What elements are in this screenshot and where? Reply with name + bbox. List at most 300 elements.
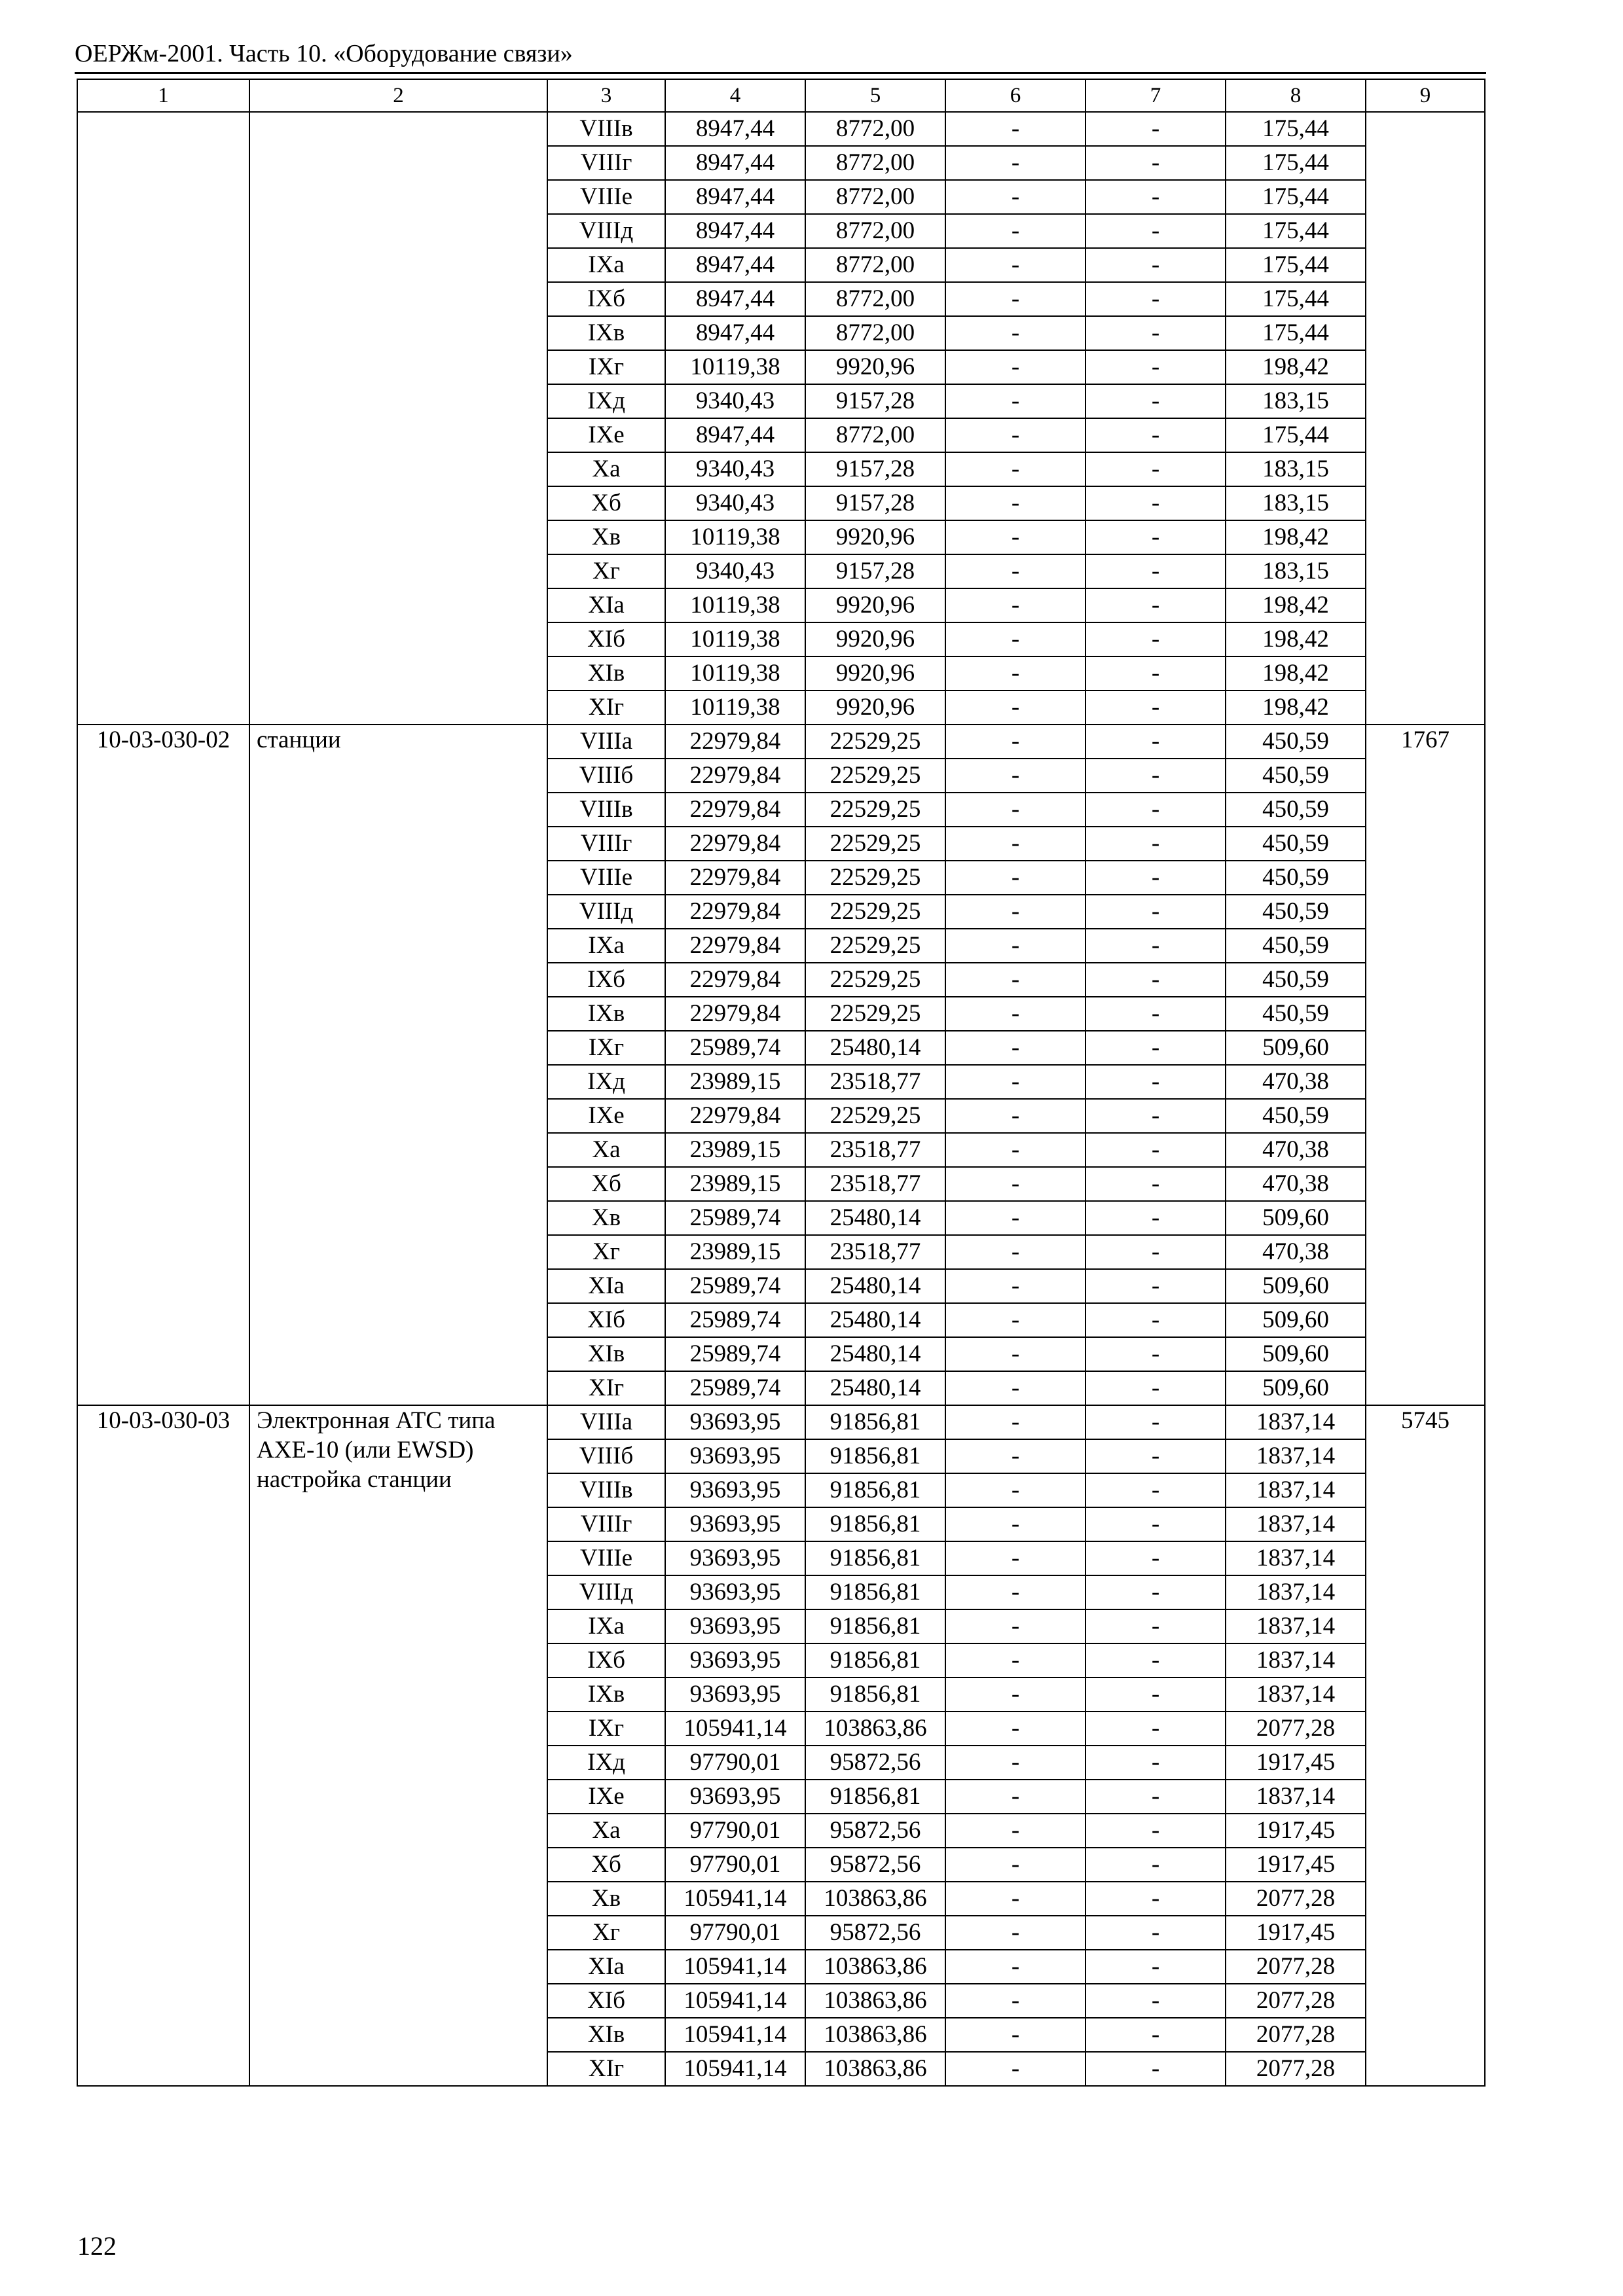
machine-cost-cell: - [945, 248, 1085, 282]
machine-cost-cell: - [945, 1814, 1085, 1848]
materials-cost-cell: 450,59 [1226, 1099, 1366, 1133]
machine-cost-cell: - [945, 1848, 1085, 1882]
materials-cost-cell: 1917,45 [1226, 1916, 1366, 1950]
total-cost-cell: 10119,38 [665, 691, 805, 725]
driver-wages-cell: - [1085, 248, 1226, 282]
machine-cost-cell: - [945, 1780, 1085, 1814]
driver-wages-cell: - [1085, 1814, 1226, 1848]
driver-wages-cell: - [1085, 282, 1226, 316]
wages-cell: 95872,56 [805, 1746, 945, 1780]
wages-cell: 23518,77 [805, 1167, 945, 1201]
machine-cost-cell: - [945, 861, 1085, 895]
wages-cell: 8772,00 [805, 112, 945, 146]
machine-cost-cell: - [945, 1916, 1085, 1950]
driver-wages-cell: - [1085, 1541, 1226, 1575]
wages-cell: 8772,00 [805, 418, 945, 452]
machine-cost-cell: - [945, 1167, 1085, 1201]
wages-cell: 8772,00 [805, 282, 945, 316]
labor-cost-cell [1366, 112, 1485, 725]
total-cost-cell: 10119,38 [665, 520, 805, 554]
resource-class-cell: XIа [547, 1269, 665, 1303]
total-cost-cell: 9340,43 [665, 554, 805, 588]
resource-class-cell: IXг [547, 350, 665, 384]
machine-cost-cell: - [945, 1201, 1085, 1235]
materials-cost-cell: 450,59 [1226, 827, 1366, 861]
machine-cost-cell: - [945, 384, 1085, 418]
driver-wages-cell: - [1085, 827, 1226, 861]
wages-cell: 25480,14 [805, 1337, 945, 1371]
wages-cell: 22529,25 [805, 861, 945, 895]
wages-cell: 91856,81 [805, 1405, 945, 1439]
rate-code-cell [77, 112, 249, 725]
machine-cost-cell: - [945, 1541, 1085, 1575]
column-number-cell: 7 [1085, 79, 1226, 112]
machine-cost-cell: - [945, 622, 1085, 656]
wages-cell: 22529,25 [805, 929, 945, 963]
machine-cost-cell: - [945, 588, 1085, 622]
total-cost-cell: 9340,43 [665, 384, 805, 418]
machine-cost-cell: - [945, 350, 1085, 384]
materials-cost-cell: 1917,45 [1226, 1848, 1366, 1882]
driver-wages-cell: - [1085, 997, 1226, 1031]
materials-cost-cell: 198,42 [1226, 656, 1366, 691]
wages-cell: 103863,86 [805, 1950, 945, 1984]
driver-wages-cell: - [1085, 180, 1226, 214]
machine-cost-cell: - [945, 1303, 1085, 1337]
materials-cost-cell: 450,59 [1226, 997, 1366, 1031]
resource-class-cell: IXв [547, 997, 665, 1031]
materials-cost-cell: 2077,28 [1226, 1950, 1366, 1984]
total-cost-cell: 10119,38 [665, 656, 805, 691]
driver-wages-cell: - [1085, 2018, 1226, 2052]
table-row [77, 1405, 1485, 1439]
machine-cost-cell: - [945, 418, 1085, 452]
materials-cost-cell: 1837,14 [1226, 1780, 1366, 1814]
wages-cell: 95872,56 [805, 1848, 945, 1882]
resource-class-cell: IXе [547, 1780, 665, 1814]
materials-cost-cell: 450,59 [1226, 793, 1366, 827]
page-number: 122 [77, 2231, 117, 2261]
wages-cell: 103863,86 [805, 1882, 945, 1916]
machine-cost-cell: - [945, 1371, 1085, 1405]
materials-cost-cell: 183,15 [1226, 486, 1366, 520]
total-cost-cell: 97790,01 [665, 1814, 805, 1848]
total-cost-cell: 105941,14 [665, 1882, 805, 1916]
materials-cost-cell: 450,59 [1226, 759, 1366, 793]
materials-cost-cell: 198,42 [1226, 350, 1366, 384]
materials-cost-cell: 450,59 [1226, 725, 1366, 759]
machine-cost-cell: - [945, 691, 1085, 725]
driver-wages-cell: - [1085, 895, 1226, 929]
resource-class-cell: IXг [547, 1712, 665, 1746]
wages-cell: 103863,86 [805, 2018, 945, 2052]
column-number-cell: 6 [945, 79, 1085, 112]
total-cost-cell: 23989,15 [665, 1167, 805, 1201]
resource-class-cell: VIIIе [547, 180, 665, 214]
driver-wages-cell: - [1085, 1984, 1226, 2018]
materials-cost-cell: 1837,14 [1226, 1643, 1366, 1677]
driver-wages-cell: - [1085, 963, 1226, 997]
resource-class-cell: XIг [547, 1371, 665, 1405]
machine-cost-cell: - [945, 1712, 1085, 1746]
driver-wages-cell: - [1085, 214, 1226, 248]
wages-cell: 95872,56 [805, 1916, 945, 1950]
total-cost-cell: 8947,44 [665, 316, 805, 350]
machine-cost-cell: - [945, 1746, 1085, 1780]
resource-class-cell: VIIIа [547, 725, 665, 759]
wages-cell: 91856,81 [805, 1473, 945, 1507]
column-number-cell: 3 [547, 79, 665, 112]
materials-cost-cell: 509,60 [1226, 1371, 1366, 1405]
driver-wages-cell: - [1085, 1746, 1226, 1780]
wages-cell: 9920,96 [805, 656, 945, 691]
wages-cell: 103863,86 [805, 1984, 945, 2018]
materials-cost-cell: 175,44 [1226, 112, 1366, 146]
resource-class-cell: VIIIд [547, 895, 665, 929]
driver-wages-cell: - [1085, 1950, 1226, 1984]
materials-cost-cell: 1837,14 [1226, 1507, 1366, 1541]
driver-wages-cell: - [1085, 1269, 1226, 1303]
resource-class-cell: XIб [547, 1303, 665, 1337]
materials-cost-cell: 450,59 [1226, 929, 1366, 963]
total-cost-cell: 8947,44 [665, 248, 805, 282]
resource-class-cell: VIIIе [547, 861, 665, 895]
materials-cost-cell: 175,44 [1226, 418, 1366, 452]
total-cost-cell: 8947,44 [665, 146, 805, 180]
machine-cost-cell: - [945, 1031, 1085, 1065]
materials-cost-cell: 198,42 [1226, 520, 1366, 554]
wages-cell: 25480,14 [805, 1371, 945, 1405]
wages-cell: 9157,28 [805, 486, 945, 520]
machine-cost-cell: - [945, 963, 1085, 997]
column-number-cell: 8 [1226, 79, 1366, 112]
materials-cost-cell: 470,38 [1226, 1133, 1366, 1167]
machine-cost-cell: - [945, 1235, 1085, 1269]
driver-wages-cell: - [1085, 1473, 1226, 1507]
wages-cell: 9157,28 [805, 554, 945, 588]
driver-wages-cell: - [1085, 384, 1226, 418]
wages-cell: 91856,81 [805, 1541, 945, 1575]
wages-cell: 22529,25 [805, 997, 945, 1031]
resource-class-cell: VIIIд [547, 214, 665, 248]
total-cost-cell: 105941,14 [665, 2018, 805, 2052]
total-cost-cell: 93693,95 [665, 1473, 805, 1507]
total-cost-cell: 10119,38 [665, 588, 805, 622]
machine-cost-cell: - [945, 1609, 1085, 1643]
total-cost-cell: 93693,95 [665, 1575, 805, 1609]
total-cost-cell: 93693,95 [665, 1643, 805, 1677]
driver-wages-cell: - [1085, 1201, 1226, 1235]
machine-cost-cell: - [945, 282, 1085, 316]
materials-cost-cell: 175,44 [1226, 146, 1366, 180]
resource-class-cell: IXд [547, 384, 665, 418]
machine-cost-cell: - [945, 1269, 1085, 1303]
resource-class-cell: Xв [547, 1882, 665, 1916]
wages-cell: 25480,14 [805, 1031, 945, 1065]
total-cost-cell: 97790,01 [665, 1916, 805, 1950]
machine-cost-cell: - [945, 725, 1085, 759]
resource-class-cell: VIIIг [547, 827, 665, 861]
materials-cost-cell: 1837,14 [1226, 1677, 1366, 1712]
machine-cost-cell: - [945, 520, 1085, 554]
driver-wages-cell: - [1085, 1133, 1226, 1167]
table-row [77, 112, 1485, 146]
total-cost-cell: 22979,84 [665, 793, 805, 827]
resource-class-cell: Xв [547, 520, 665, 554]
machine-cost-cell: - [945, 929, 1085, 963]
column-number-cell: 4 [665, 79, 805, 112]
wages-cell: 8772,00 [805, 214, 945, 248]
materials-cost-cell: 175,44 [1226, 180, 1366, 214]
driver-wages-cell: - [1085, 316, 1226, 350]
machine-cost-cell: - [945, 1575, 1085, 1609]
machine-cost-cell: - [945, 1337, 1085, 1371]
materials-cost-cell: 2077,28 [1226, 1882, 1366, 1916]
wages-cell: 22529,25 [805, 759, 945, 793]
driver-wages-cell: - [1085, 1916, 1226, 1950]
resource-class-cell: Xг [547, 1235, 665, 1269]
machine-cost-cell: - [945, 112, 1085, 146]
driver-wages-cell: - [1085, 691, 1226, 725]
resource-class-cell: VIIIг [547, 1507, 665, 1541]
resource-class-cell: Xг [547, 1916, 665, 1950]
resource-class-cell: VIIIд [547, 1575, 665, 1609]
machine-cost-cell: - [945, 1099, 1085, 1133]
total-cost-cell: 25989,74 [665, 1031, 805, 1065]
machine-cost-cell: - [945, 1984, 1085, 2018]
wages-cell: 8772,00 [805, 180, 945, 214]
total-cost-cell: 22979,84 [665, 725, 805, 759]
wages-cell: 8772,00 [805, 146, 945, 180]
driver-wages-cell: - [1085, 861, 1226, 895]
machine-cost-cell: - [945, 146, 1085, 180]
total-cost-cell: 25989,74 [665, 1201, 805, 1235]
wages-cell: 22529,25 [805, 895, 945, 929]
wages-cell: 9920,96 [805, 588, 945, 622]
resource-class-cell: VIIIб [547, 759, 665, 793]
resource-class-cell: IXб [547, 963, 665, 997]
total-cost-cell: 97790,01 [665, 1848, 805, 1882]
machine-cost-cell: - [945, 1473, 1085, 1507]
driver-wages-cell: - [1085, 1065, 1226, 1099]
wages-cell: 23518,77 [805, 1133, 945, 1167]
resource-class-cell: VIIIв [547, 112, 665, 146]
total-cost-cell: 93693,95 [665, 1780, 805, 1814]
total-cost-cell: 8947,44 [665, 214, 805, 248]
wages-cell: 25480,14 [805, 1269, 945, 1303]
materials-cost-cell: 2077,28 [1226, 2018, 1366, 2052]
total-cost-cell: 22979,84 [665, 963, 805, 997]
wages-cell: 9157,28 [805, 452, 945, 486]
wages-cell: 91856,81 [805, 1507, 945, 1541]
total-cost-cell: 93693,95 [665, 1541, 805, 1575]
total-cost-cell: 93693,95 [665, 1677, 805, 1712]
resource-class-cell: XIа [547, 1950, 665, 1984]
materials-cost-cell: 175,44 [1226, 282, 1366, 316]
resource-class-cell: XIг [547, 691, 665, 725]
materials-cost-cell: 175,44 [1226, 214, 1366, 248]
resource-class-cell: Xб [547, 1167, 665, 1201]
materials-cost-cell: 1837,14 [1226, 1473, 1366, 1507]
total-cost-cell: 105941,14 [665, 1950, 805, 1984]
resource-class-cell: IXа [547, 248, 665, 282]
price-table [77, 79, 1486, 2087]
materials-cost-cell: 1837,14 [1226, 1405, 1366, 1439]
machine-cost-cell: - [945, 214, 1085, 248]
driver-wages-cell: - [1085, 1371, 1226, 1405]
materials-cost-cell: 1837,14 [1226, 1609, 1366, 1643]
resource-class-cell: VIIIб [547, 1439, 665, 1473]
driver-wages-cell: - [1085, 1303, 1226, 1337]
machine-cost-cell: - [945, 316, 1085, 350]
machine-cost-cell: - [945, 2018, 1085, 2052]
machine-cost-cell: - [945, 1065, 1085, 1099]
materials-cost-cell: 1837,14 [1226, 1541, 1366, 1575]
resource-class-cell: IXв [547, 1677, 665, 1712]
resource-class-cell: XIа [547, 588, 665, 622]
driver-wages-cell: - [1085, 1575, 1226, 1609]
driver-wages-cell: - [1085, 725, 1226, 759]
wages-cell: 9920,96 [805, 622, 945, 656]
materials-cost-cell: 198,42 [1226, 588, 1366, 622]
total-cost-cell: 105941,14 [665, 2052, 805, 2086]
machine-cost-cell: - [945, 1677, 1085, 1712]
resource-class-cell: VIIIв [547, 793, 665, 827]
driver-wages-cell: - [1085, 1780, 1226, 1814]
materials-cost-cell: 1917,45 [1226, 1746, 1366, 1780]
resource-class-cell: Xа [547, 452, 665, 486]
driver-wages-cell: - [1085, 793, 1226, 827]
driver-wages-cell: - [1085, 1439, 1226, 1473]
resource-class-cell: Xг [547, 554, 665, 588]
total-cost-cell: 93693,95 [665, 1609, 805, 1643]
driver-wages-cell: - [1085, 146, 1226, 180]
wages-cell: 22529,25 [805, 963, 945, 997]
total-cost-cell: 25989,74 [665, 1337, 805, 1371]
total-cost-cell: 22979,84 [665, 861, 805, 895]
driver-wages-cell: - [1085, 622, 1226, 656]
total-cost-cell: 22979,84 [665, 1099, 805, 1133]
resource-class-cell: IXа [547, 1609, 665, 1643]
materials-cost-cell: 2077,28 [1226, 2052, 1366, 2086]
driver-wages-cell: - [1085, 1882, 1226, 1916]
resource-class-cell: VIIIг [547, 146, 665, 180]
wages-cell: 22529,25 [805, 827, 945, 861]
driver-wages-cell: - [1085, 656, 1226, 691]
total-cost-cell: 10119,38 [665, 622, 805, 656]
driver-wages-cell: - [1085, 112, 1226, 146]
materials-cost-cell: 198,42 [1226, 622, 1366, 656]
driver-wages-cell: - [1085, 1643, 1226, 1677]
wages-cell: 103863,86 [805, 2052, 945, 2086]
total-cost-cell: 8947,44 [665, 180, 805, 214]
driver-wages-cell: - [1085, 1099, 1226, 1133]
total-cost-cell: 97790,01 [665, 1746, 805, 1780]
total-cost-cell: 8947,44 [665, 112, 805, 146]
wages-cell: 9920,96 [805, 350, 945, 384]
machine-cost-cell: - [945, 1439, 1085, 1473]
rate-code-cell: 10-03-030-03 [77, 1405, 249, 2086]
total-cost-cell: 93693,95 [665, 1439, 805, 1473]
resource-class-cell: IXв [547, 316, 665, 350]
column-number-cell: 9 [1366, 79, 1485, 112]
materials-cost-cell: 198,42 [1226, 691, 1366, 725]
total-cost-cell: 9340,43 [665, 452, 805, 486]
column-number-cell: 5 [805, 79, 945, 112]
wages-cell: 95872,56 [805, 1814, 945, 1848]
materials-cost-cell: 509,60 [1226, 1201, 1366, 1235]
resource-class-cell: IXа [547, 929, 665, 963]
materials-cost-cell: 1837,14 [1226, 1575, 1366, 1609]
materials-cost-cell: 2077,28 [1226, 1712, 1366, 1746]
resource-class-cell: IXд [547, 1065, 665, 1099]
materials-cost-cell: 175,44 [1226, 316, 1366, 350]
materials-cost-cell: 509,60 [1226, 1337, 1366, 1371]
driver-wages-cell: - [1085, 588, 1226, 622]
machine-cost-cell: - [945, 554, 1085, 588]
wages-cell: 91856,81 [805, 1780, 945, 1814]
total-cost-cell: 22979,84 [665, 895, 805, 929]
materials-cost-cell: 470,38 [1226, 1065, 1366, 1099]
total-cost-cell: 23989,15 [665, 1065, 805, 1099]
wages-cell: 91856,81 [805, 1643, 945, 1677]
driver-wages-cell: - [1085, 350, 1226, 384]
total-cost-cell: 23989,15 [665, 1133, 805, 1167]
materials-cost-cell: 1837,14 [1226, 1439, 1366, 1473]
resource-class-cell: Xб [547, 486, 665, 520]
total-cost-cell: 25989,74 [665, 1269, 805, 1303]
resource-class-cell: XIг [547, 2052, 665, 2086]
column-number-row [77, 79, 1485, 112]
driver-wages-cell: - [1085, 1712, 1226, 1746]
driver-wages-cell: - [1085, 1235, 1226, 1269]
resource-class-cell: IXе [547, 1099, 665, 1133]
driver-wages-cell: - [1085, 929, 1226, 963]
materials-cost-cell: 450,59 [1226, 963, 1366, 997]
wages-cell: 23518,77 [805, 1235, 945, 1269]
machine-cost-cell: - [945, 1133, 1085, 1167]
wages-cell: 9920,96 [805, 691, 945, 725]
rate-code-cell: 10-03-030-02 [77, 725, 249, 1405]
resource-class-cell: IXг [547, 1031, 665, 1065]
resource-class-cell: Xа [547, 1814, 665, 1848]
materials-cost-cell: 509,60 [1226, 1031, 1366, 1065]
resource-class-cell: XIв [547, 656, 665, 691]
wages-cell: 23518,77 [805, 1065, 945, 1099]
resource-class-cell: Xб [547, 1848, 665, 1882]
wages-cell: 25480,14 [805, 1201, 945, 1235]
wages-cell: 22529,25 [805, 1099, 945, 1133]
total-cost-cell: 23989,15 [665, 1235, 805, 1269]
resource-class-cell: Xа [547, 1133, 665, 1167]
labor-cost-cell: 1767 [1366, 725, 1485, 1405]
driver-wages-cell: - [1085, 1405, 1226, 1439]
total-cost-cell: 93693,95 [665, 1405, 805, 1439]
wages-cell: 8772,00 [805, 316, 945, 350]
table-row [77, 725, 1485, 759]
resource-class-cell: VIIIа [547, 1405, 665, 1439]
materials-cost-cell: 183,15 [1226, 452, 1366, 486]
machine-cost-cell: - [945, 1950, 1085, 1984]
work-name-cell: станции [249, 725, 547, 1405]
total-cost-cell: 22979,84 [665, 997, 805, 1031]
machine-cost-cell: - [945, 2052, 1085, 2086]
materials-cost-cell: 450,59 [1226, 895, 1366, 929]
resource-class-cell: Xв [547, 1201, 665, 1235]
machine-cost-cell: - [945, 486, 1085, 520]
machine-cost-cell: - [945, 1405, 1085, 1439]
materials-cost-cell: 183,15 [1226, 554, 1366, 588]
